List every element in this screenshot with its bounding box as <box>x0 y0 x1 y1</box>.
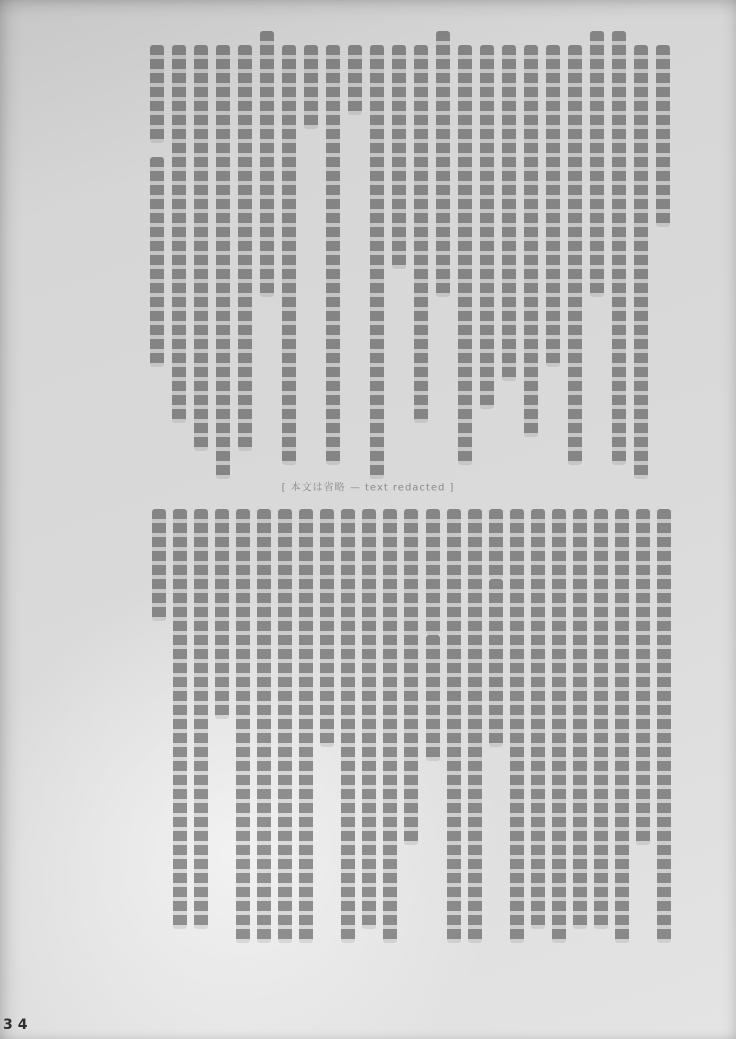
redacted-text-column <box>573 509 587 929</box>
redacted-text-column <box>590 31 604 297</box>
redacted-text-column <box>150 45 164 143</box>
redacted-text-column <box>489 509 503 579</box>
redacted-text-column <box>426 635 440 761</box>
redacted-text-column <box>216 45 230 479</box>
redacted-text-column <box>502 45 516 381</box>
redacted-text-column <box>152 509 166 621</box>
redacted-text-column <box>546 45 560 367</box>
redacted-text-column <box>480 45 494 409</box>
redacted-text-column <box>370 45 384 479</box>
redacted-text-column <box>458 45 472 465</box>
redacted-text-column <box>524 45 538 437</box>
text-block-top <box>146 31 674 483</box>
redacted-text-column <box>383 509 397 943</box>
redacted-text-column <box>414 45 428 423</box>
redacted-text-column <box>436 31 450 297</box>
redacted-text-column <box>304 45 318 129</box>
redacted-text-column <box>392 45 406 269</box>
redacted-text-column <box>238 45 252 451</box>
redacted-text-column <box>404 509 418 845</box>
redacted-text-column <box>194 509 208 929</box>
redacted-text-column <box>656 45 670 227</box>
text-block-bottom <box>148 509 674 961</box>
redacted-text-column <box>348 45 362 115</box>
redacted-text-column <box>594 509 608 929</box>
redacted-text-column <box>299 509 313 943</box>
redacted-text-column <box>489 579 503 747</box>
redacted-text-column <box>320 509 334 747</box>
redacted-text-column <box>278 509 292 943</box>
redacted-text-column <box>341 509 355 943</box>
redacted-text-column <box>447 509 461 943</box>
redacted-text-column <box>568 45 582 465</box>
redacted-text-column <box>260 31 274 297</box>
redacted-text-column <box>215 509 229 719</box>
redacted-text-column <box>510 509 524 943</box>
redacted-text-column <box>194 45 208 451</box>
redacted-text-column <box>612 31 626 465</box>
redacted-text-column <box>552 509 566 943</box>
redacted-text-column <box>282 45 296 465</box>
redacted-text-column <box>172 45 186 423</box>
redacted-text-column <box>362 509 376 929</box>
redacted-text-column <box>173 509 187 929</box>
redacted-text-column <box>468 509 482 943</box>
redacted-text-column <box>150 157 164 367</box>
redacted-text-column <box>615 509 629 943</box>
redacted-text-column <box>636 509 650 845</box>
redacted-text-column <box>426 509 440 635</box>
page-number: 34 <box>3 1017 33 1033</box>
redacted-text-column <box>236 509 250 943</box>
redacted-text-column <box>326 45 340 465</box>
redacted-text-column <box>531 509 545 929</box>
redacted-text-column <box>634 45 648 479</box>
redaction-note: [ 本文は省略 — text redacted ] <box>281 482 455 494</box>
redacted-text-column <box>257 509 271 943</box>
redacted-text-column <box>657 509 671 943</box>
